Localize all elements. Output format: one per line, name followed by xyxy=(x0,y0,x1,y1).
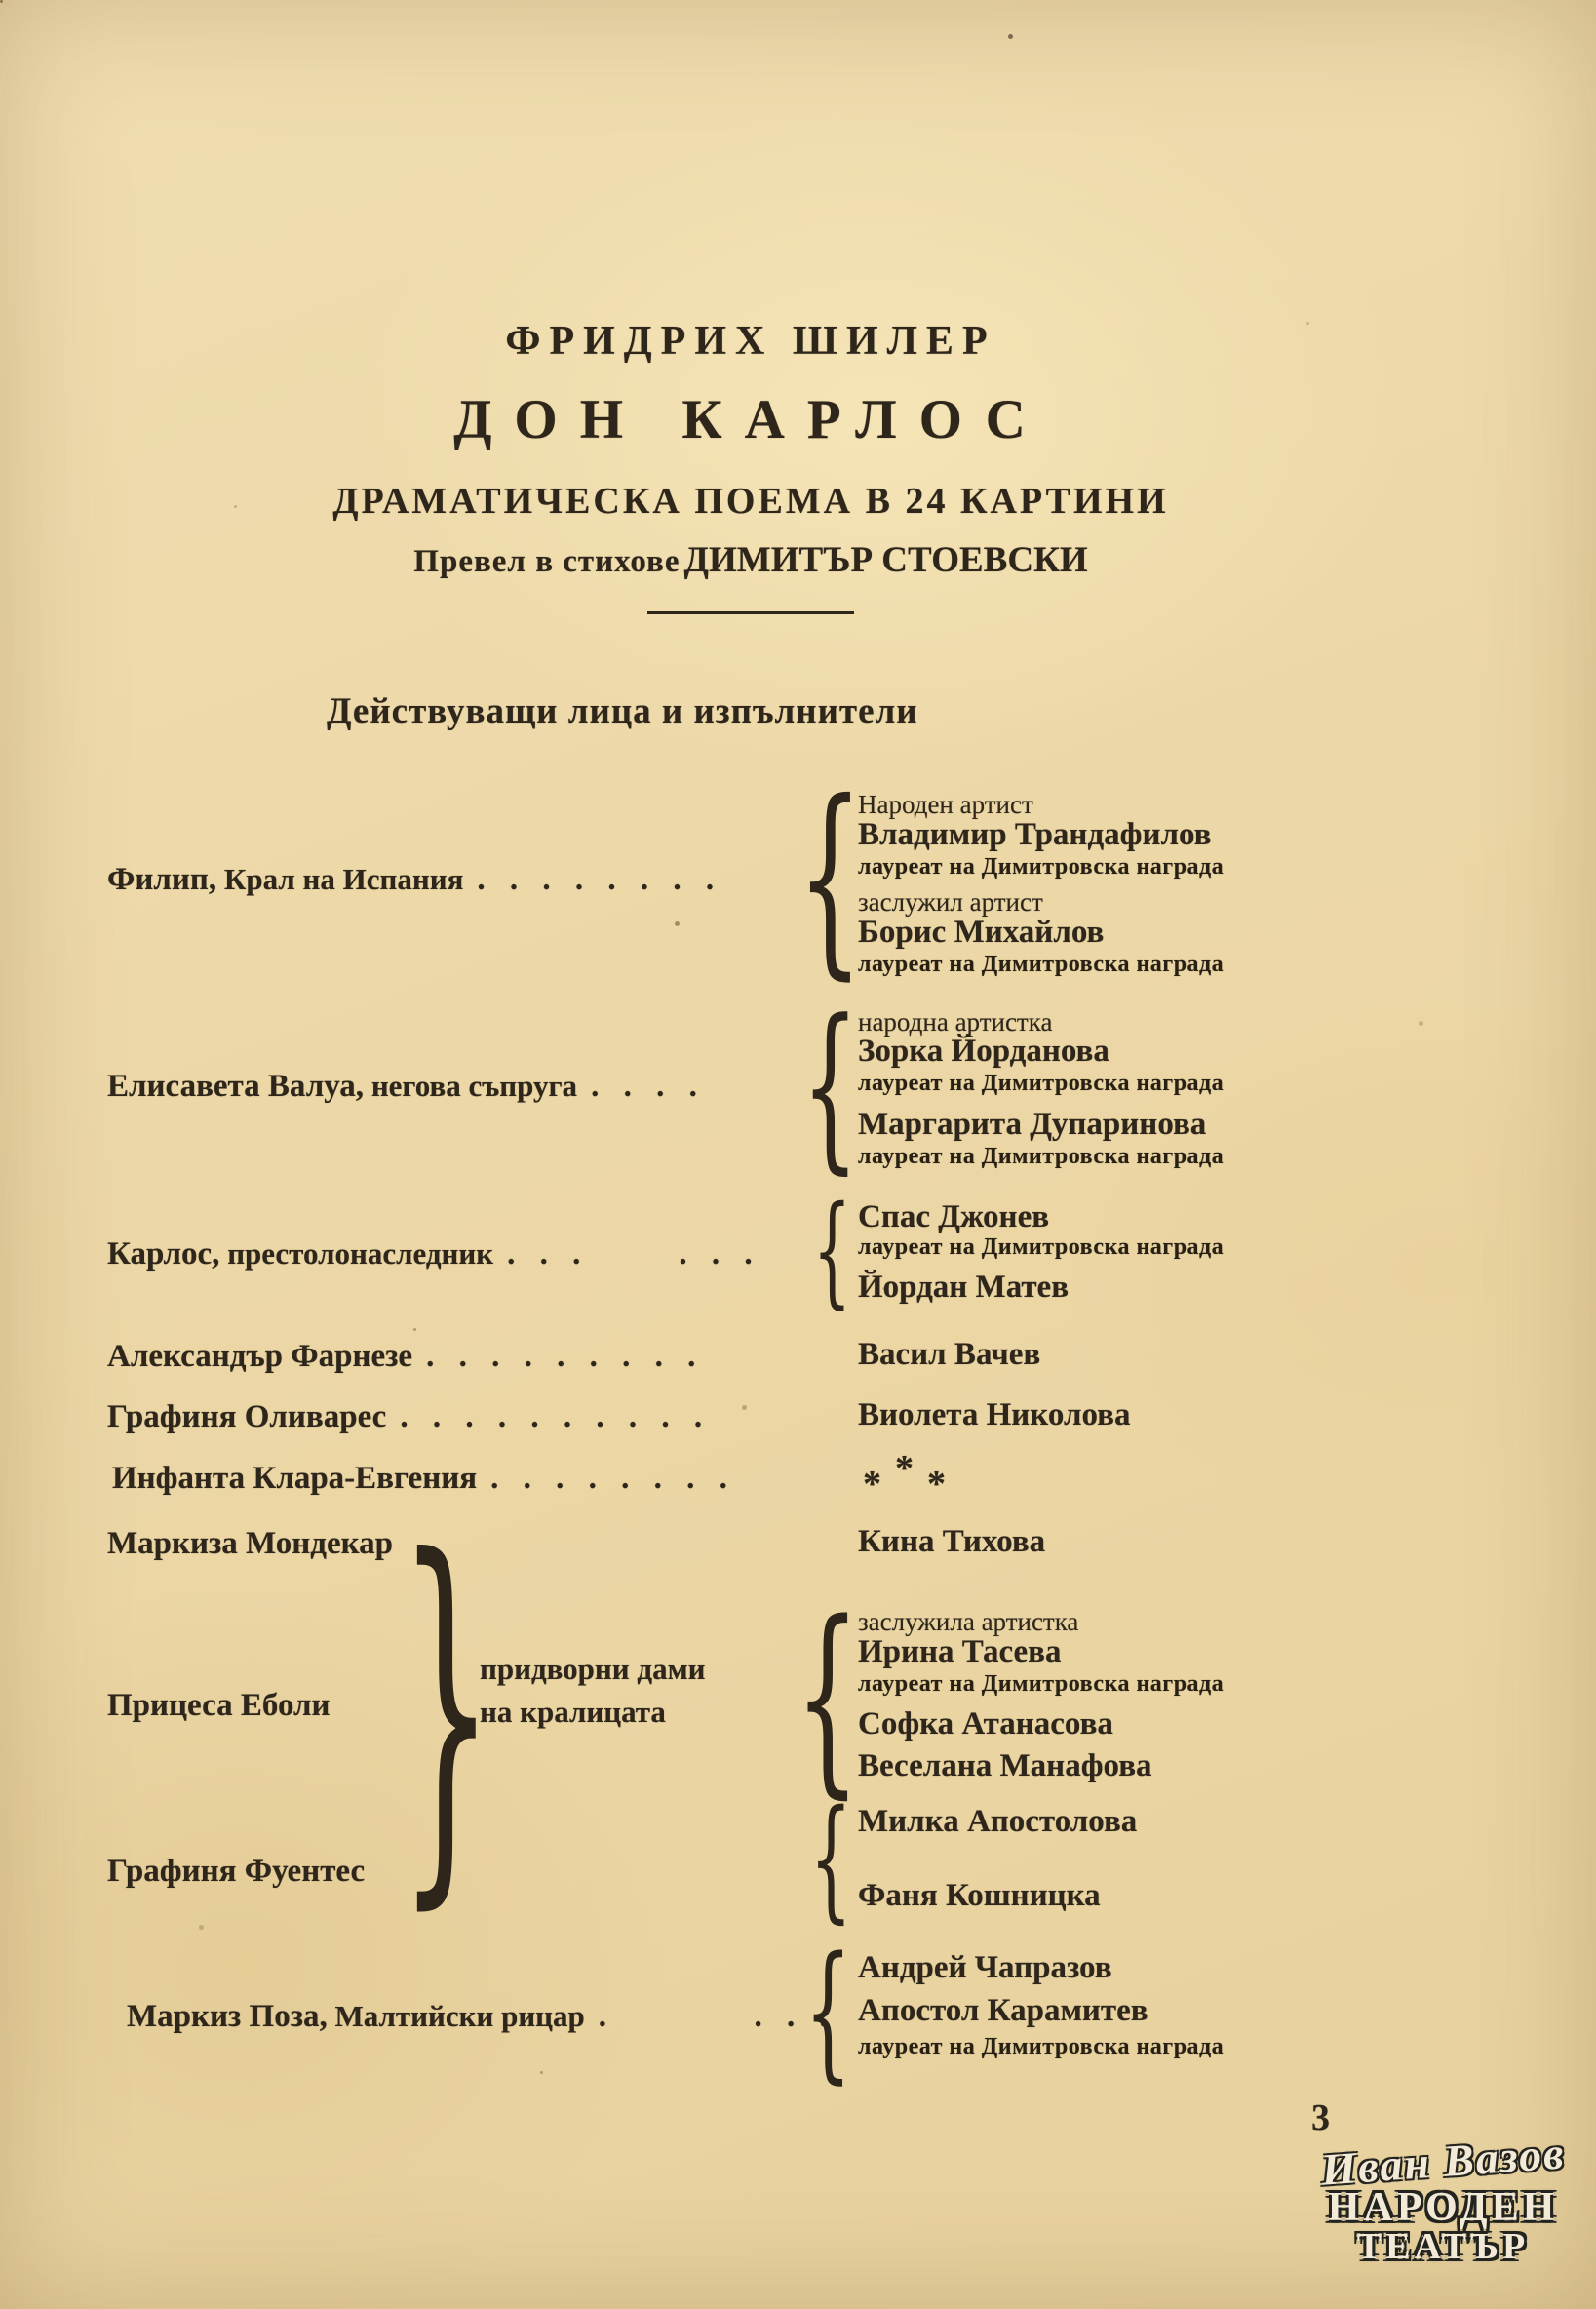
role-name-fuentes: Графиня Фуентес xyxy=(107,1854,366,1889)
role-desc: негова съпруга xyxy=(364,1069,578,1103)
award-line: лауреат на Димитровска награда xyxy=(858,952,1225,977)
role-name-mondekar: Маркиза Мондекар xyxy=(107,1526,393,1561)
cast-brace: { xyxy=(809,1782,852,1937)
section-heading: Действуващи лица и изпълнители xyxy=(327,691,918,731)
performer-qualifier: народна артистка xyxy=(858,1007,1053,1037)
cast-row-elisaveta xyxy=(107,1069,831,1105)
dot-leaders: . . . . . . . . xyxy=(477,862,715,897)
role-desc: Малтийски рицар xyxy=(327,1999,585,2033)
performer-name: Маргарита Дупаринова xyxy=(858,1107,1207,1142)
cast-row-karlos xyxy=(107,1236,831,1272)
performer-name: Кина Тихова xyxy=(858,1524,1046,1559)
dot-leaders: . . . . xyxy=(598,1999,828,2034)
cast-row-olivares xyxy=(107,1399,831,1435)
role-name: Филип, xyxy=(107,862,217,897)
performer-name: Веселана Манафова xyxy=(858,1748,1152,1783)
cast-brace: { xyxy=(803,1925,852,2097)
divider-rule xyxy=(647,611,854,614)
performer-name: Милка Апостолова xyxy=(858,1804,1138,1839)
dot-leaders: . . . . xyxy=(591,1069,697,1104)
role-name: Карлос, xyxy=(107,1236,220,1272)
dot-leaders: . . . . . . . . . . xyxy=(400,1399,703,1434)
performer-name: Зорка Йорданова xyxy=(858,1034,1109,1069)
role-desc: престолонаследник xyxy=(219,1236,494,1271)
performer-name: Апостол Карамитев xyxy=(858,1993,1148,2028)
performer-name: Фаня Кошницка xyxy=(858,1878,1101,1913)
page-title: ДОН КАРЛОС xyxy=(453,389,1048,450)
group-label-line1: придворни дами xyxy=(480,1652,706,1686)
theatre-logo xyxy=(1297,2128,1589,2267)
performer-qualifier: заслужила артистка xyxy=(858,1607,1079,1636)
performer-name: Софка Атанасова xyxy=(858,1706,1113,1742)
performer-name: Владимир Трандафилов xyxy=(858,817,1212,852)
cast-brace: { xyxy=(797,757,863,998)
star: * xyxy=(863,1464,895,1505)
star: * xyxy=(895,1448,927,1489)
dot-leaders: . . . . . . . . xyxy=(490,1461,727,1496)
performer-name: Йордан Матев xyxy=(858,1270,1070,1305)
dot-leaders: . . . . . . . . . xyxy=(426,1339,696,1374)
performer-qualifier: Народен артист xyxy=(858,790,1033,819)
cast-brace: { xyxy=(801,982,860,1191)
cast-row-filip xyxy=(107,862,831,898)
award-line: лауреат на Димитровска награда xyxy=(858,1234,1225,1260)
cast-brace: { xyxy=(795,1578,861,1817)
logo-line2: ТЕАТЪР xyxy=(1356,2226,1530,2267)
author-name: ФРИДРИХ ШИЛЕР xyxy=(505,319,996,364)
cast-row-farneze xyxy=(107,1339,831,1375)
role-name: Графиня Оливарес xyxy=(107,1399,387,1434)
logo-line1: НАРОДЕН xyxy=(1327,2185,1559,2230)
logo-script-text: Иван Вазов xyxy=(1319,2128,1567,2195)
performer-name: Андрей Чапразов xyxy=(858,1950,1112,1985)
award-line: лауреат на Димитровска награда xyxy=(858,1144,1225,1169)
role-name: Александър Фарнезе xyxy=(107,1339,413,1374)
translator-line xyxy=(58,539,1443,581)
award-line: лауреат на Димитровска награда xyxy=(858,1671,1225,1697)
group-label-line2: на кралицата xyxy=(480,1695,666,1729)
cast-brace: { xyxy=(812,1181,851,1321)
performer-name: Спас Джонев xyxy=(858,1199,1050,1234)
performer-qualifier: заслужил артист xyxy=(858,887,1043,917)
group-brace: } xyxy=(398,1478,495,1941)
performer-name: Виолета Николова xyxy=(858,1397,1131,1432)
role-desc: Крал на Испания xyxy=(216,862,464,896)
anonymous-performer-stars xyxy=(863,1448,959,1505)
award-line: лауреат на Димитровска награда xyxy=(858,2034,1225,2059)
role-name-eboli: Прицеса Еболи xyxy=(107,1688,331,1723)
translator-name: ДИМИТЪР СТОЕВСКИ xyxy=(683,540,1088,580)
award-line: лауреат на Димитровска награда xyxy=(858,854,1225,880)
performer-name: Ирина Тасева xyxy=(858,1634,1062,1669)
page-number: 3 xyxy=(1311,2097,1330,2138)
star: * xyxy=(927,1464,959,1505)
performer-name: Борис Михайлов xyxy=(858,915,1105,950)
play-subtitle: ДРАМАТИЧЕСКА ПОЕМА В 24 КАРТИНИ xyxy=(332,481,1169,522)
role-name: Инфанта Клара-Евгения xyxy=(112,1461,478,1496)
performer-name: Васил Вачев xyxy=(858,1337,1041,1372)
dot-leaders: . . . . . . xyxy=(507,1236,753,1272)
role-name: Маркиз Поза, xyxy=(127,1999,328,2034)
cast-row-poza xyxy=(127,1999,831,2035)
role-name: Елисавета Валуа, xyxy=(107,1069,365,1104)
paper-specks xyxy=(0,0,3,3)
award-line: лауреат на Димитровска награда xyxy=(858,1071,1225,1096)
translator-prefix: Превел в стихове xyxy=(413,544,681,579)
